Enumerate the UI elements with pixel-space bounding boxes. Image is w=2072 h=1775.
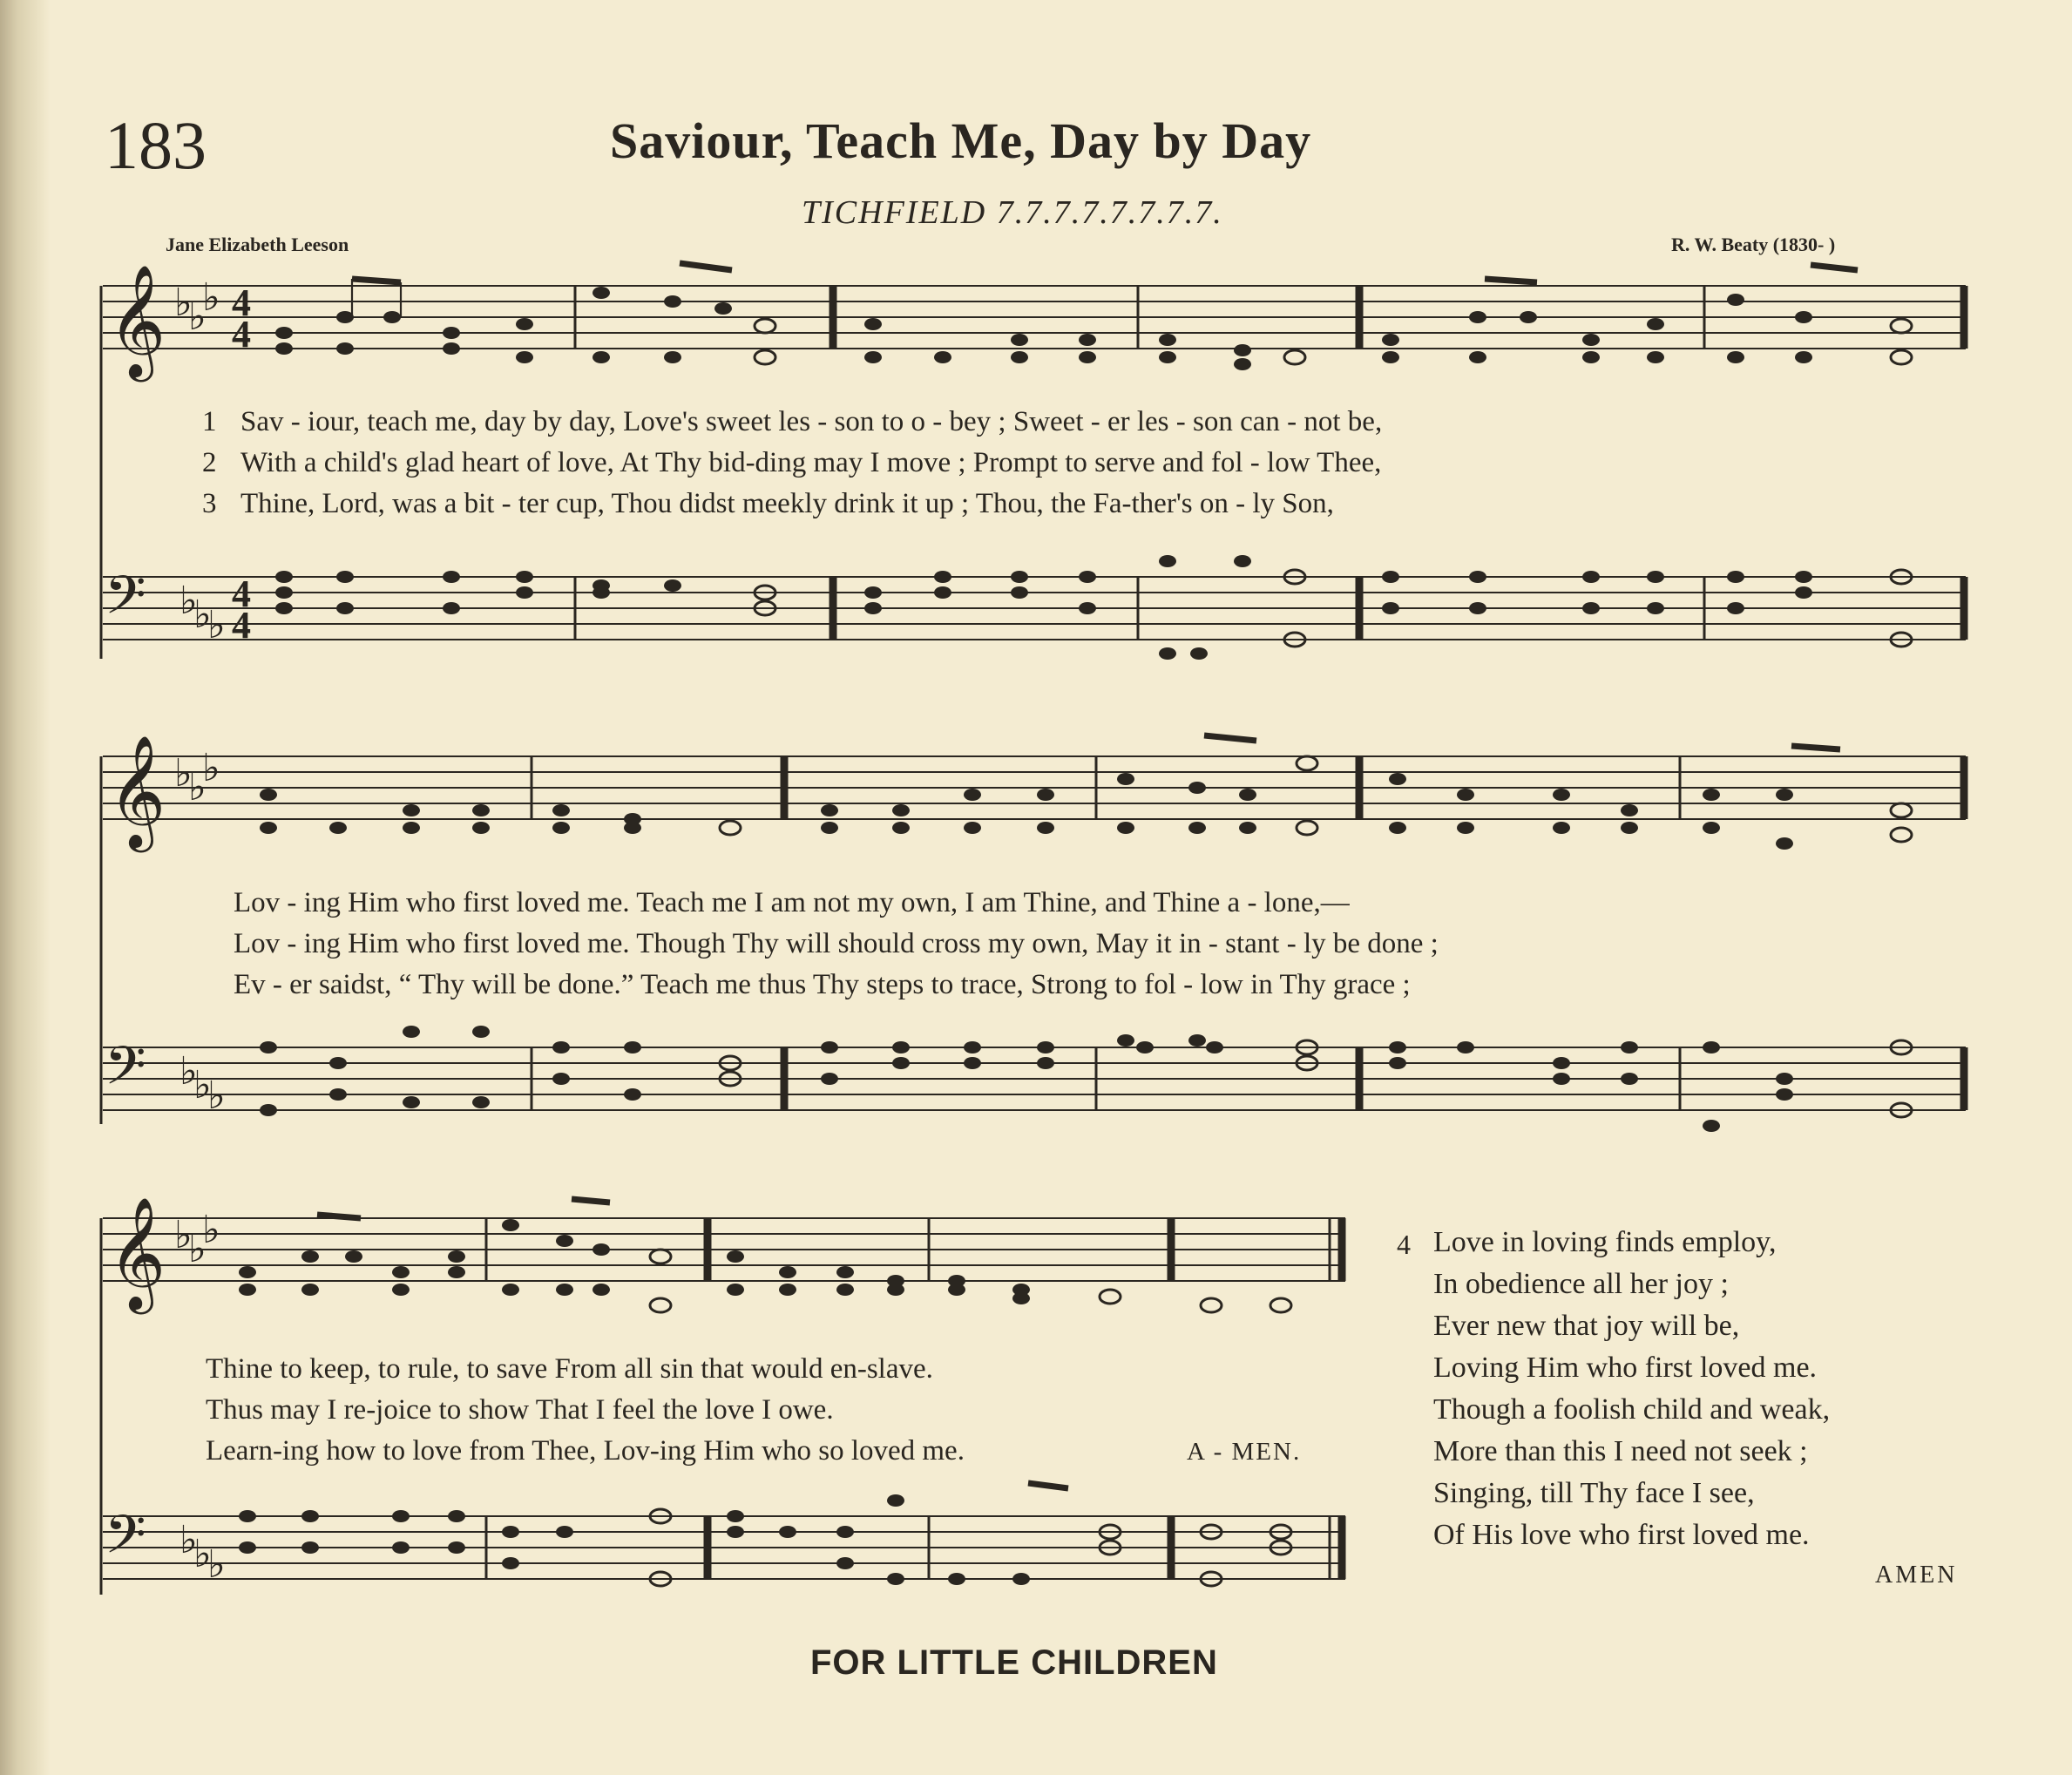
key-flat-icon: ♭ — [188, 765, 207, 810]
stanza-4-line: Singing, till Thy face I see, — [1433, 1477, 1755, 1509]
lyric-verse-1-line-1: Sav - iour, teach me, day by day, Love's sweet les - son to o - bey ; Sweet - er les - son can - not be, — [240, 406, 1383, 437]
bass-clef-icon: 𝄢 — [105, 1035, 146, 1110]
lyric-verse-2-line-3: Thus may I re-joice to show That I feel the love I owe. — [206, 1394, 834, 1426]
key-flat-icon: ♭ — [193, 1063, 212, 1108]
key-flat-icon: ♭ — [193, 593, 212, 637]
staff-pair-2 — [94, 715, 1976, 1133]
section-heading: FOR LITTLE CHILDREN — [810, 1643, 1218, 1682]
key-flat-icon: ♭ — [207, 1542, 226, 1587]
stanza-4-line: In obedience all her joy ; — [1433, 1268, 1729, 1300]
key-flat-icon: ♭ — [207, 603, 226, 647]
stanza-4-line: Love in loving finds employ, — [1433, 1226, 1777, 1258]
treble-staff — [103, 756, 1966, 819]
stanza-number: 4 — [1397, 1229, 1411, 1260]
lyric-verse-3-line-2: Ev - er saidst, “ Thy will be done.” Teach me thus Thy steps to trace, Strong to fol - low in Thy grace ; — [234, 969, 1411, 1000]
key-flat-icon: ♭ — [188, 295, 207, 339]
bass-staff — [103, 1516, 1345, 1579]
bass-notes-system-3 — [239, 1483, 1342, 1586]
words-author: Jane Elizabeth Leeson — [166, 234, 349, 255]
lyric-verse-1-line-2: Lov - ing Him who first loved me. Teach me I am not my own, I am Thine, and Thine a - lone,— — [234, 887, 1350, 918]
key-flat-icon: ♭ — [202, 275, 220, 320]
bass-clef-icon: 𝄢 — [105, 1504, 146, 1579]
music-system-2 — [94, 715, 1976, 1133]
treble-staff — [103, 1218, 1345, 1281]
key-flat-icon: ♭ — [174, 1213, 193, 1257]
time-signature-top: 4 — [232, 572, 251, 615]
key-flat-icon: ♭ — [179, 579, 198, 623]
time-signature-top: 4 — [232, 281, 251, 324]
treble-staff — [103, 286, 1966, 349]
key-flat-icon: ♭ — [202, 1208, 220, 1252]
stanza-4-line: More than this I need not seek ; — [1433, 1435, 1808, 1467]
treble-clef-icon: 𝄞 — [108, 1196, 166, 1310]
stanza-4-amen: AMEN — [1875, 1562, 1958, 1589]
treble-notes-system-2 — [260, 735, 1964, 850]
treble-notes-system-3 — [239, 1199, 1342, 1312]
treble-clef-icon: 𝄞 — [108, 735, 166, 848]
lyric-verse-3-line-1: Thine, Lord, was a bit - ter cup, Thou didst meekly drink it up ; Thou, the Fa-ther's on - ly Son, — [240, 488, 1334, 519]
time-signature-bottom: 4 — [232, 604, 251, 647]
lyric-verse-2-line-2: Lov - ing Him who first loved me. Though Thy will should cross my own, May it in - stant - ly be done ; — [234, 928, 1439, 959]
key-flat-icon: ♭ — [179, 1049, 198, 1094]
bass-clef-icon: 𝄢 — [105, 565, 146, 640]
key-flat-icon: ♭ — [202, 746, 220, 790]
stanza-number: 1 — [202, 406, 217, 437]
tune-name: TICHFIELD 7.7.7.7.7.7.7.7. — [802, 194, 1223, 231]
bass-staff — [103, 577, 1966, 640]
music-composer: R. W. Beaty (1830- ) — [1671, 234, 1836, 255]
stanza-number: 3 — [202, 488, 217, 519]
key-flat-icon: ♭ — [179, 1518, 198, 1562]
time-signature-bottom: 4 — [232, 313, 251, 356]
stanza-4-line: Of His love who first loved me. — [1433, 1519, 1810, 1551]
hymn-title: Saviour, Teach Me, Day by Day — [610, 112, 1312, 169]
stanza-4-line: Ever new that joy will be, — [1433, 1310, 1740, 1342]
key-flat-icon: ♭ — [193, 1532, 212, 1576]
lyric-verse-1-line-3: Thine to keep, to rule, to save From all sin that would en-slave. — [206, 1353, 933, 1385]
lyric-verse-2-line-1: With a child's glad heart of love, At Thy bid-ding may I move ; Prompt to serve and fol - low Thee, — [240, 447, 1382, 478]
lyric-verse-3-line-3: Learn-ing how to love from Thee, Lov-ing Him who so loved me. — [206, 1435, 965, 1467]
treble-clef-icon: 𝄞 — [108, 264, 166, 377]
stanza-4-line: Loving Him who first loved me. — [1433, 1352, 1818, 1384]
key-flat-icon: ♭ — [207, 1074, 226, 1118]
key-flat-icon: ♭ — [174, 281, 193, 325]
key-flat-icon: ♭ — [174, 751, 193, 796]
stanza-4 — [1397, 1222, 1830, 1556]
hymn-number: 183 — [105, 107, 207, 183]
stanza-4-line: Though a foolish child and weak, — [1433, 1393, 1831, 1426]
stanza-number: 2 — [202, 447, 217, 478]
amen-lyric: A - MEN. — [1187, 1438, 1302, 1466]
bass-staff — [103, 1047, 1966, 1110]
page-gutter — [0, 0, 51, 1775]
key-flat-icon: ♭ — [188, 1227, 207, 1271]
